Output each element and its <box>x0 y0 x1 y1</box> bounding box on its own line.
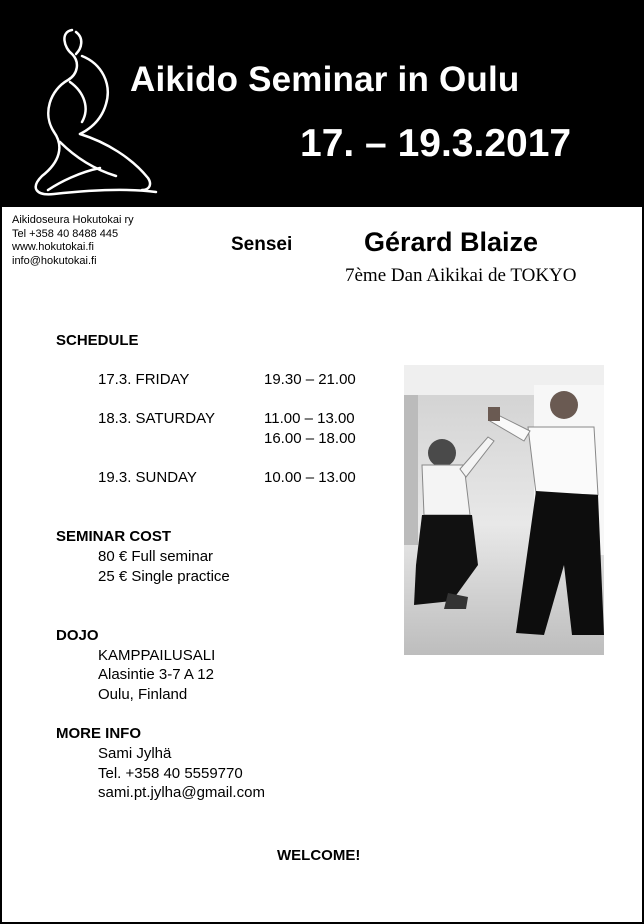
sensei-name: Gérard Blaize <box>364 227 539 257</box>
schedule-time: 11.00 – 13.00 <box>264 410 355 427</box>
club-phone: Tel +358 40 8488 445 <box>12 227 119 240</box>
more-info-line: sami.pt.jylha@gmail.com <box>98 784 265 801</box>
schedule-time: 16.00 – 18.00 <box>264 430 356 447</box>
welcome-text: WELCOME! <box>277 847 361 864</box>
schedule-heading: SCHEDULE <box>56 332 139 349</box>
header-banner <box>2 2 642 207</box>
club-contact <box>12 214 134 268</box>
sensei-rank: 7ème Dan Aikikai de TOKYO <box>345 265 577 286</box>
page-title: Aikido Seminar in Oulu <box>130 60 520 99</box>
seminar-dates: 17. – 19.3.2017 <box>300 122 572 165</box>
club-name: Aikidoseura Hokutokai ry <box>12 214 134 226</box>
dojo-line: Alasintie 3-7 A 12 <box>98 666 214 683</box>
schedule-time: 19.30 – 21.00 <box>264 371 356 388</box>
more-info-heading: MORE INFO <box>56 725 141 742</box>
more-info-line: Sami Jylhä <box>98 745 172 762</box>
dojo-line: Oulu, Finland <box>98 686 188 703</box>
schedule-day: 17.3. FRIDAY <box>98 371 190 388</box>
cost-item: 80 € Full seminar <box>98 548 214 565</box>
schedule-day: 18.3. SATURDAY <box>98 410 215 427</box>
sensei-label: Sensei <box>231 234 293 255</box>
cost-item: 25 € Single practice <box>98 568 230 585</box>
more-info-line: Tel. +358 40 5559770 <box>98 765 243 782</box>
aikido-logo <box>20 22 160 202</box>
dojo-heading: DOJO <box>56 627 99 644</box>
club-website: www.hokutokai.fi <box>12 241 94 253</box>
sensei-photo <box>404 365 604 655</box>
schedule-time: 10.00 – 13.00 <box>264 469 356 486</box>
cost-heading: SEMINAR COST <box>56 528 172 545</box>
club-email: info@hokutokai.fi <box>12 254 97 267</box>
dojo-line: KAMPPAILUSALI <box>98 647 216 664</box>
schedule-day: 19.3. SUNDAY <box>98 469 197 486</box>
